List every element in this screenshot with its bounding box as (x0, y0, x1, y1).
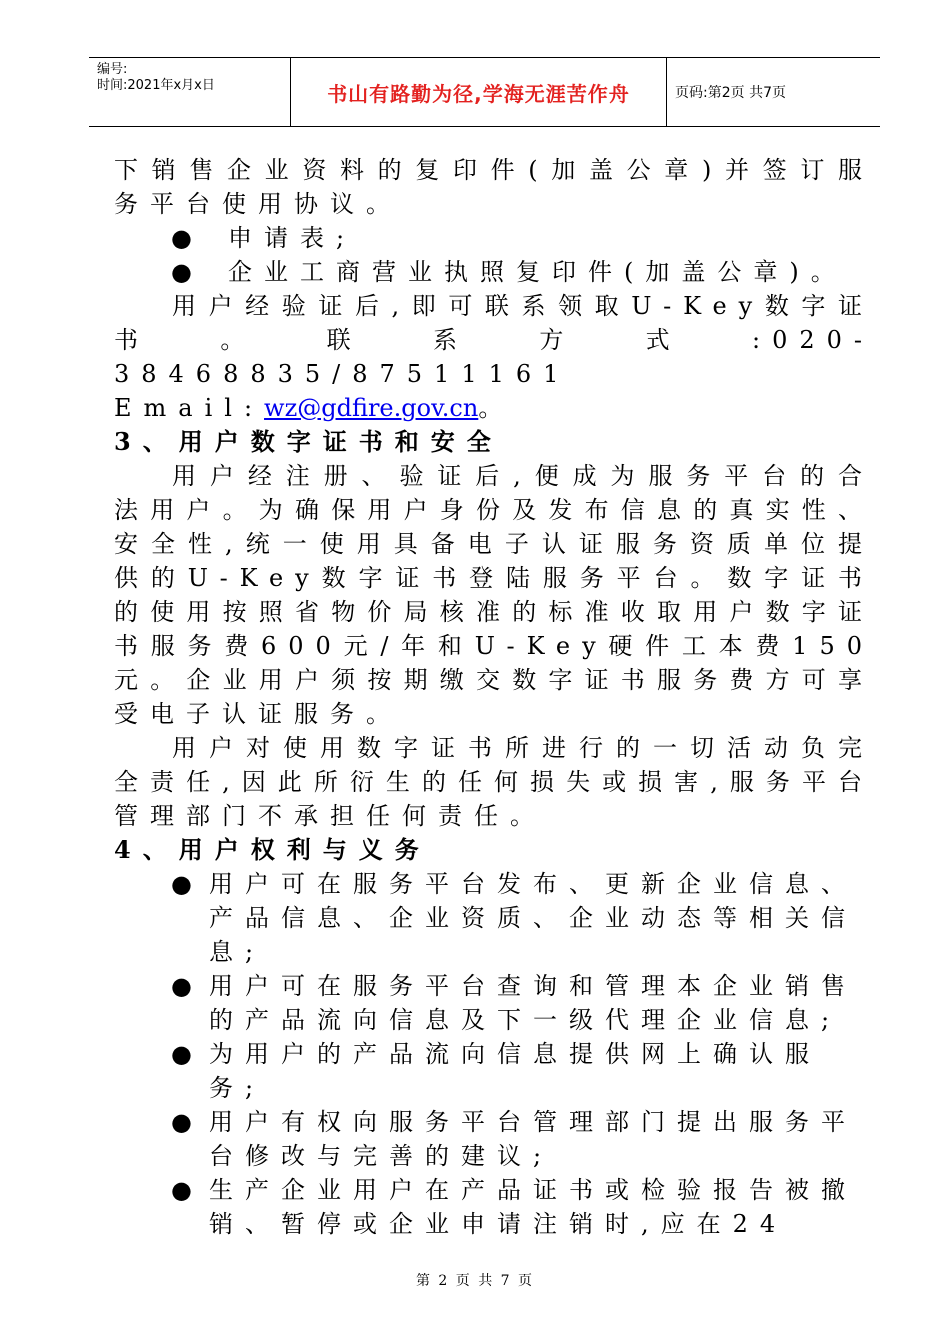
paragraph: 用户对使用数字证书所进行的一切活动负完全责任,因此所衍生的任何损失或损害,服务平台管理部门不承担任何责任。 (114, 734, 874, 830)
header-meta (89, 58, 291, 126)
paragraph-contact (114, 289, 874, 425)
bullet-icon: ● (171, 224, 192, 252)
list-item-text: 为用户的产品流向信息提供网上确认服务; (209, 1040, 821, 1102)
bullet-icon: ● (171, 1108, 192, 1136)
bullet-icon: ● (171, 870, 192, 898)
bullet-icon: ● (171, 1040, 192, 1068)
header-motto-cell (291, 58, 667, 126)
list-item-text: 用户可在服务平台发布、更新企业信息、产品信息、企业资质、企业动态等相关信息; (209, 870, 857, 966)
page-footer: 第 2 页 共 7 页 (415, 1273, 535, 1289)
header-motto: 书山有路勤为径,学海无涯苦作舟 (327, 81, 630, 106)
list-item (114, 1173, 874, 1241)
list-item-text: 申请表; (228, 224, 357, 252)
bullet-icon: ● (171, 258, 192, 286)
bullet-icon: ● (171, 1176, 192, 1204)
list-item (114, 867, 874, 969)
bullet-icon: ● (171, 972, 192, 1000)
paragraph: 下销售企业资料的复印件(加盖公章)并签订服务平台使用协议。 (114, 156, 874, 218)
list-item (114, 221, 874, 255)
section-heading: 4、用户权利与义务 (114, 835, 431, 864)
list-item (114, 1105, 874, 1173)
header-page-number: 页码:第2页 共7页 (675, 85, 786, 101)
list-item (114, 969, 874, 1037)
list-item (114, 255, 874, 289)
list-item-text: 用户有权向服务平台管理部门提出服务平台修改与完善的建议; (209, 1108, 857, 1170)
page-header (89, 57, 880, 127)
list-item-text: 生产企业用户在产品证书或检验报告被撤销、暂停或企业申请注销时,应在24 (209, 1176, 857, 1238)
contact-end: 。 (478, 394, 515, 422)
list-item-text: 企业工商营业执照复印件(加盖公章)。 (228, 258, 847, 286)
list-item-text: 用户可在服务平台查询和管理本企业销售的产品流向信息及下一级代理企业信息; (209, 972, 857, 1034)
header-page-cell (667, 58, 880, 126)
contact-text: 用户经验证后,即可联系领取U-Key数字证书。联系方式:020-38468835/87511161 Email: (114, 292, 874, 422)
list-item (114, 1037, 874, 1105)
section-heading: 3、用户数字证书和安全 (114, 427, 503, 456)
document-time-label: 时间:2021年x月x日 (97, 78, 215, 93)
email-link[interactable]: wz@gdfire.gov.cn (264, 394, 479, 422)
paragraph: 用户经注册、验证后,便成为服务平台的合法用户。为确保用户身份及发布信息的真实性、安全性,统一使用具备电子认证服务资质单位提供的U-Key数字证书登陆服务平台。数字证书的使用按照省物价局核准的标准收取用户数字证书服务费600元/年和U-Key硬件工本费150元。企业用户须按期缴交数字证书服务费方可享受电子认证服务。 (114, 462, 874, 728)
document-body (114, 153, 874, 1241)
document-number-label: 编号: (97, 62, 128, 77)
